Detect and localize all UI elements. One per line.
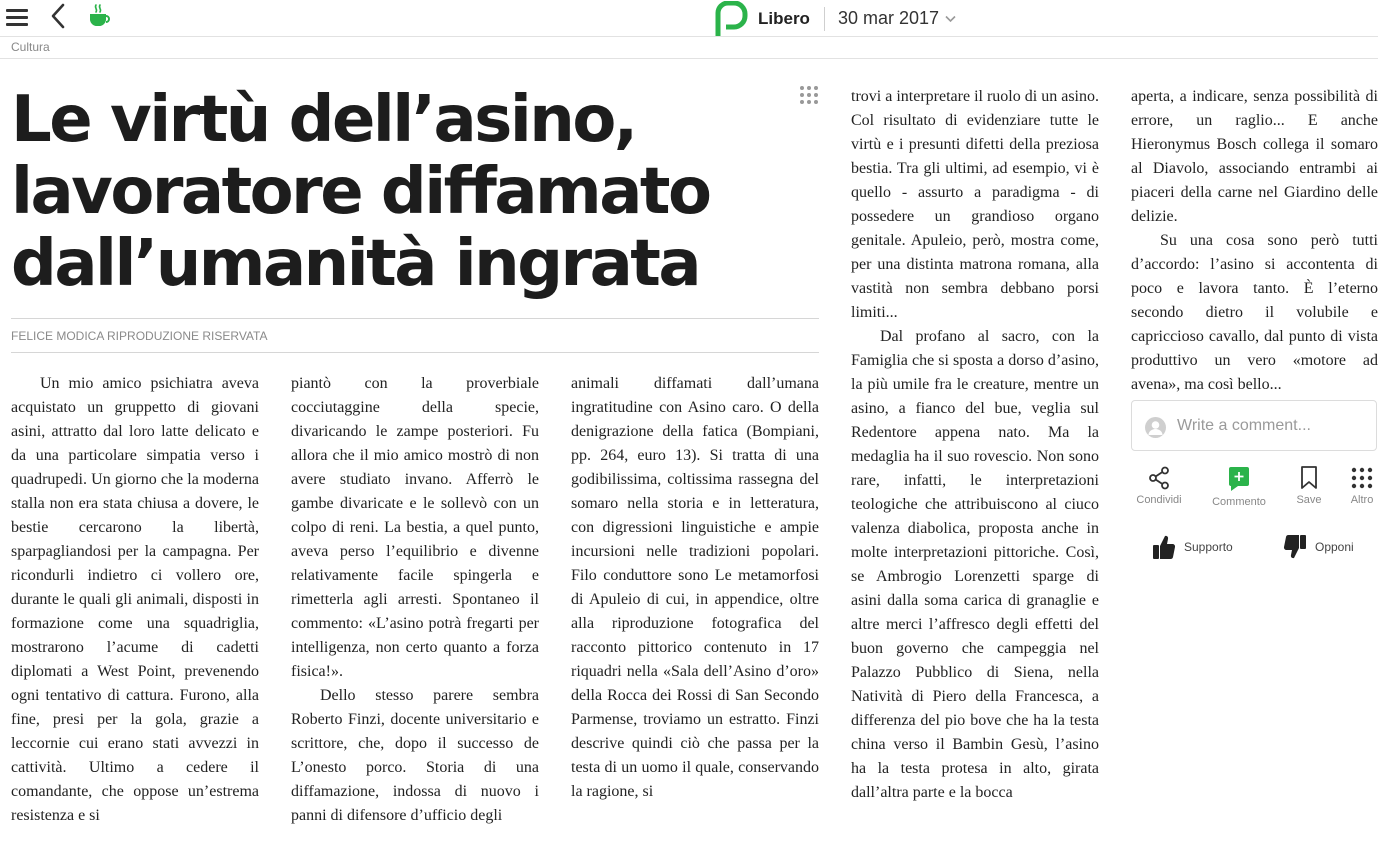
headline-line: dall’umanità ingrata (11, 227, 700, 301)
article-headline (11, 84, 801, 300)
article-column-3 (571, 372, 819, 832)
article-column-4 (851, 85, 1099, 832)
oppose-button[interactable] (1283, 534, 1354, 560)
paragraph: trovi a interpretare il ruolo di un asino. Col risultato di evidenziare tutte le virtù e i presunti difetti della preziosa bestia. Tra gli ultimi, ad esempio, vi è quello - assurto a paradigma - di possedere un grandioso organo genitale. Apuleio, però, mostra come, per una distinta matrona romana, alla vastità non sembra debbano porsi limiti... (851, 88, 1099, 321)
comment-placeholder: Write a comment... (1177, 417, 1311, 434)
date-selector[interactable] (838, 8, 956, 29)
save-label: Save (1296, 494, 1322, 506)
thumbs-up-icon (1152, 534, 1176, 560)
article-byline: FELICE MODICA RIPRODUZIONE RISERVATA (11, 329, 268, 343)
headline-line: lavoratore diffamato (11, 155, 710, 229)
comment-input[interactable] (1131, 400, 1377, 451)
avatar-icon (1145, 417, 1166, 438)
paragraph: aperta, a indicare, senza possibilità di errore, un raglio... E anche Hieronymus Bosch collega il somaro al Diavolo, associando entrambi ai piaceri della carne nel Giardino delle delizie. (1131, 88, 1378, 225)
back-icon[interactable] (46, 2, 70, 30)
headline-line: Le virtù dell’asino, (11, 83, 636, 157)
paragraph: animali diffamati dall’umana ingratitudine con Asino caro. O della denigrazione della fatica (Bompiani, pp. 264, euro 13). Si tratta di una godibilissima, coltissima rassegna del somaro nella storia e in letteratura, con digressioni linguistiche e ampie incursioni nelle tradizioni popolari. Filo conduttore sono Le metamorfosi di Apuleio di cui, in appendice, oltre alla riproduzione fotografica del racconto pittorico contenuto in 17 riquadri nella «Sala dell’Asino d’oro» della Rocca dei Rossi di San Secondo Parmense, troviamo un estratto. Finzi descrive quindi ciò che passa per la testa di un uomo il quale, conservando la ragione, si (571, 375, 819, 800)
libero-logo-icon[interactable] (714, 1, 748, 37)
paragraph: Dello stesso parere sembra Roberto Finzi, docente universitario e scrittore, che, dopo il successo de L’onesto porco. Storia di una diffamazione, indossa di nuovo i panni di difensore d’ufficio degli (291, 687, 539, 824)
article-column-1 (11, 372, 259, 832)
menu-icon[interactable] (6, 7, 30, 27)
edition-date: 30 mar 2017 (837, 8, 940, 28)
brand (714, 0, 956, 37)
divider (11, 318, 819, 319)
article-actions (1131, 466, 1378, 514)
support-button[interactable] (1152, 534, 1233, 560)
comment-button[interactable] (1209, 466, 1269, 508)
comment-icon (1228, 466, 1250, 492)
thumbs-down-icon (1283, 534, 1307, 560)
article-column-5 (1131, 85, 1378, 397)
more-dots-icon (1351, 466, 1373, 490)
share-icon (1148, 466, 1170, 490)
coffee-cup-icon[interactable] (86, 3, 112, 29)
more-label: Altro (1350, 494, 1374, 506)
paragraph: piantò con la proverbiale cocciutaggine della specie, divaricando le zampe posteriori. Fu allora che il mio amico mostrò di non avere studiato invano. Afferrò le gambe divaricate e le sollevò con un colpo di reni. La bestia, a quel punto, aveva perso l’equilibrio e divenne relativamente facile spingerla e rimetterla agli arresti. Spontaneo il commento: «L’asino potrà fregarti per intelligenza, non certo quanto a forza fisica!». (291, 375, 539, 680)
section-bar (0, 37, 1378, 59)
divider (11, 352, 819, 353)
article-column-2 (291, 372, 539, 832)
section-label[interactable]: Cultura (11, 40, 50, 54)
save-button[interactable] (1293, 466, 1325, 506)
paragraph: Dal profano al sacro, con la Famiglia che si sposta a dorso d’asino, la più umile fra le creature, mentre un asino, a fianco del bue, veglia sul Redentore appena nato. Ma la medaglia ha il suo rovescio. Non sono rare, infatti, le interpretazioni teologiche che attribuiscono al ciuco valenza diabolica, proposta anche in molte interpretazioni pittoriche. Così, se Ambrogio Lorenzetti sparge di asini dalla soma carica di granaglie e altre merci l’affresco degli effetti del buon governo che campeggia nel Palazzo Pubblico di Siena, nella Natività di Piero della Francesca, a differenza del pio bove che ha la testa china verso il Bambin Gesù, l’asino ha la testa protesa in alto, girata dall’altra parte e la bocca (851, 328, 1099, 801)
brand-name: Libero (758, 8, 810, 28)
more-button[interactable] (1347, 466, 1377, 506)
brand-divider (824, 7, 825, 31)
paragraph: Un mio amico psichiatra aveva acquistato un gruppetto di giovani asini, attratto dal loro latte delicato e da una particolare simpatia verso i quadrupedi. Un giorno che la moderna stalla non era stata chiusa a dovere, le bestie cercarono la libertà, sparpagliandosi per la campagna. Per ricondurli indietro ci vollero ore, durante le quali gli animali, disposti in formazione come una squadriglia, mostrarono l’acume di cadetti diplomati a West Point, prevenendo ogni tentativo di cattura. Furono, alla fine, presi per la gola, grazie a leccornie cui erano stati avvezzi in cattività. Ultimo a cedere il comandante, che oppose un’estrema resistenza e si (11, 375, 259, 824)
bookmark-icon (1300, 466, 1318, 490)
support-label: Supporto (1184, 540, 1233, 554)
share-label: Condividi (1136, 494, 1182, 506)
chevron-down-icon (945, 15, 956, 23)
comment-label: Commento (1212, 496, 1266, 508)
share-button[interactable] (1135, 466, 1183, 506)
top-bar (0, 0, 1378, 37)
grid-dots-icon[interactable] (799, 85, 819, 105)
paragraph: Su una cosa sono però tutti d’accordo: l’asino si accontenta di poco e lavora tanto. È l’eterno secondo dietro il volubile e capriccioso cavallo, dal punto di vista produttivo un vero «motore ad avena», ma così bello... (1131, 232, 1378, 393)
oppose-label: Opponi (1315, 540, 1354, 554)
